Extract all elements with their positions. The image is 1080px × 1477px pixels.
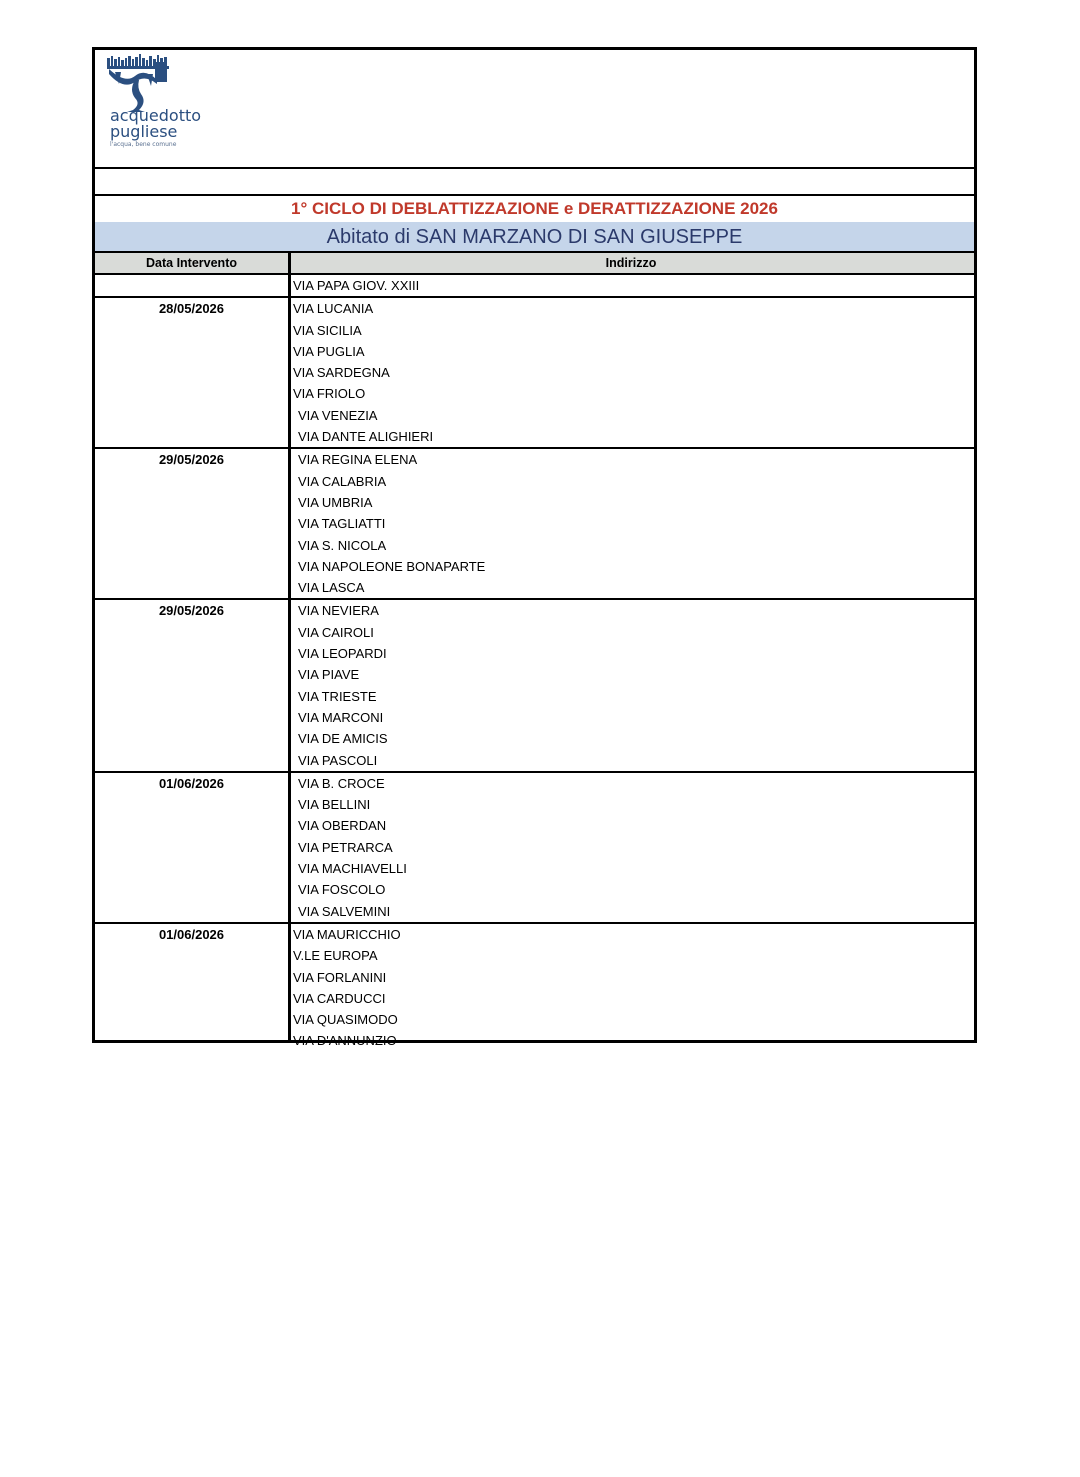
intervention-date: 29/05/2026 [158,452,225,468]
street-address: VIA DE AMICIS [298,731,388,747]
street-address: VIA CARDUCCI [293,990,386,1006]
street-address: VIA MAURICCHIO [293,926,401,942]
street-list [293,600,974,770]
street-address: VIA LEOPARDI [298,646,387,662]
logo-tagline: l'acqua, bene comune [110,141,177,148]
street-list [293,924,974,1052]
street-address: VIA PAPA GIOV. XXIII [293,278,420,293]
street-address: VIA DANTE ALIGHIERI [298,429,434,445]
street-address: VIA PETRARCA [298,839,393,855]
empty-row [95,169,974,196]
table-header [95,253,974,275]
street-address: VIA TAGLIATTI [298,516,386,532]
street-list [293,773,974,922]
logo-line1: acquedotto [110,106,202,125]
street-address: VIA FOSCOLO [298,882,386,898]
street-address: VIA LASCA [298,580,365,596]
street-address: VIA B. CROCE [298,775,385,791]
street-list [293,449,974,598]
street-address: VIA SARDEGNA [293,365,390,381]
street-address: VIA VENEZIA [298,407,378,423]
intervention-date: 01/06/2026 [158,926,225,942]
date-group [95,773,974,924]
logo-area [95,50,974,169]
logo-wordmark [110,108,201,150]
intervention-date: 29/05/2026 [158,603,225,619]
street-address: V.LE EUROPA [293,948,378,964]
street-address: VIA REGINA ELENA [298,452,418,468]
header-address: Indirizzo [605,256,657,270]
street-address: VIA PASCOLI [298,752,378,768]
street-address: VIA NAPOLEONE BONAPARTE [298,558,486,574]
date-group [95,924,974,1052]
street-address: VIA S. NICOLA [298,537,387,553]
street-address: VIA BELLINI [298,797,371,813]
street-address: VIA PUGLIA [293,343,365,359]
street-address: VIA FRIOLO [293,386,366,402]
table-body [95,275,974,1052]
street-address: VIA SALVEMINI [298,903,391,919]
street-list [293,275,974,296]
intervention-date: 28/05/2026 [158,301,225,317]
date-group [95,600,974,772]
logo-line2: pugliese [110,122,178,141]
intervention-date: 01/06/2026 [158,775,225,791]
header-date: Data Intervento [146,256,237,270]
street-address: VIA TRIESTE [298,688,377,704]
street-address: VIA PIAVE [298,667,360,683]
document-title: 1° CICLO DI DEBLATTIZZAZIONE e DERATTIZZAZIONE 2026 [291,199,778,218]
street-address: VIA D'ANNUNZIO [293,1033,397,1049]
street-address: VIA NEVIERA [298,603,379,619]
date-group [95,298,974,449]
street-address: VIA MACHIAVELLI [298,861,407,877]
street-list [293,298,974,447]
street-address: VIA MARCONI [298,709,384,725]
date-group [95,449,974,600]
street-address: VIA SICILIA [293,322,362,338]
street-address: VIA QUASIMODO [293,1012,398,1028]
street-address: VIA UMBRIA [298,494,373,510]
street-address: VIA CAIROLI [298,624,374,640]
street-address: VIA CALABRIA [298,473,387,489]
document-sheet [92,47,977,1049]
document-subtitle: Abitato di SAN MARZANO DI SAN GIUSEPPE [95,222,974,253]
street-address: VIA OBERDAN [298,818,387,834]
street-address: VIA LUCANIA [293,301,374,317]
date-group [95,275,974,298]
street-address: VIA FORLANINI [293,969,387,985]
